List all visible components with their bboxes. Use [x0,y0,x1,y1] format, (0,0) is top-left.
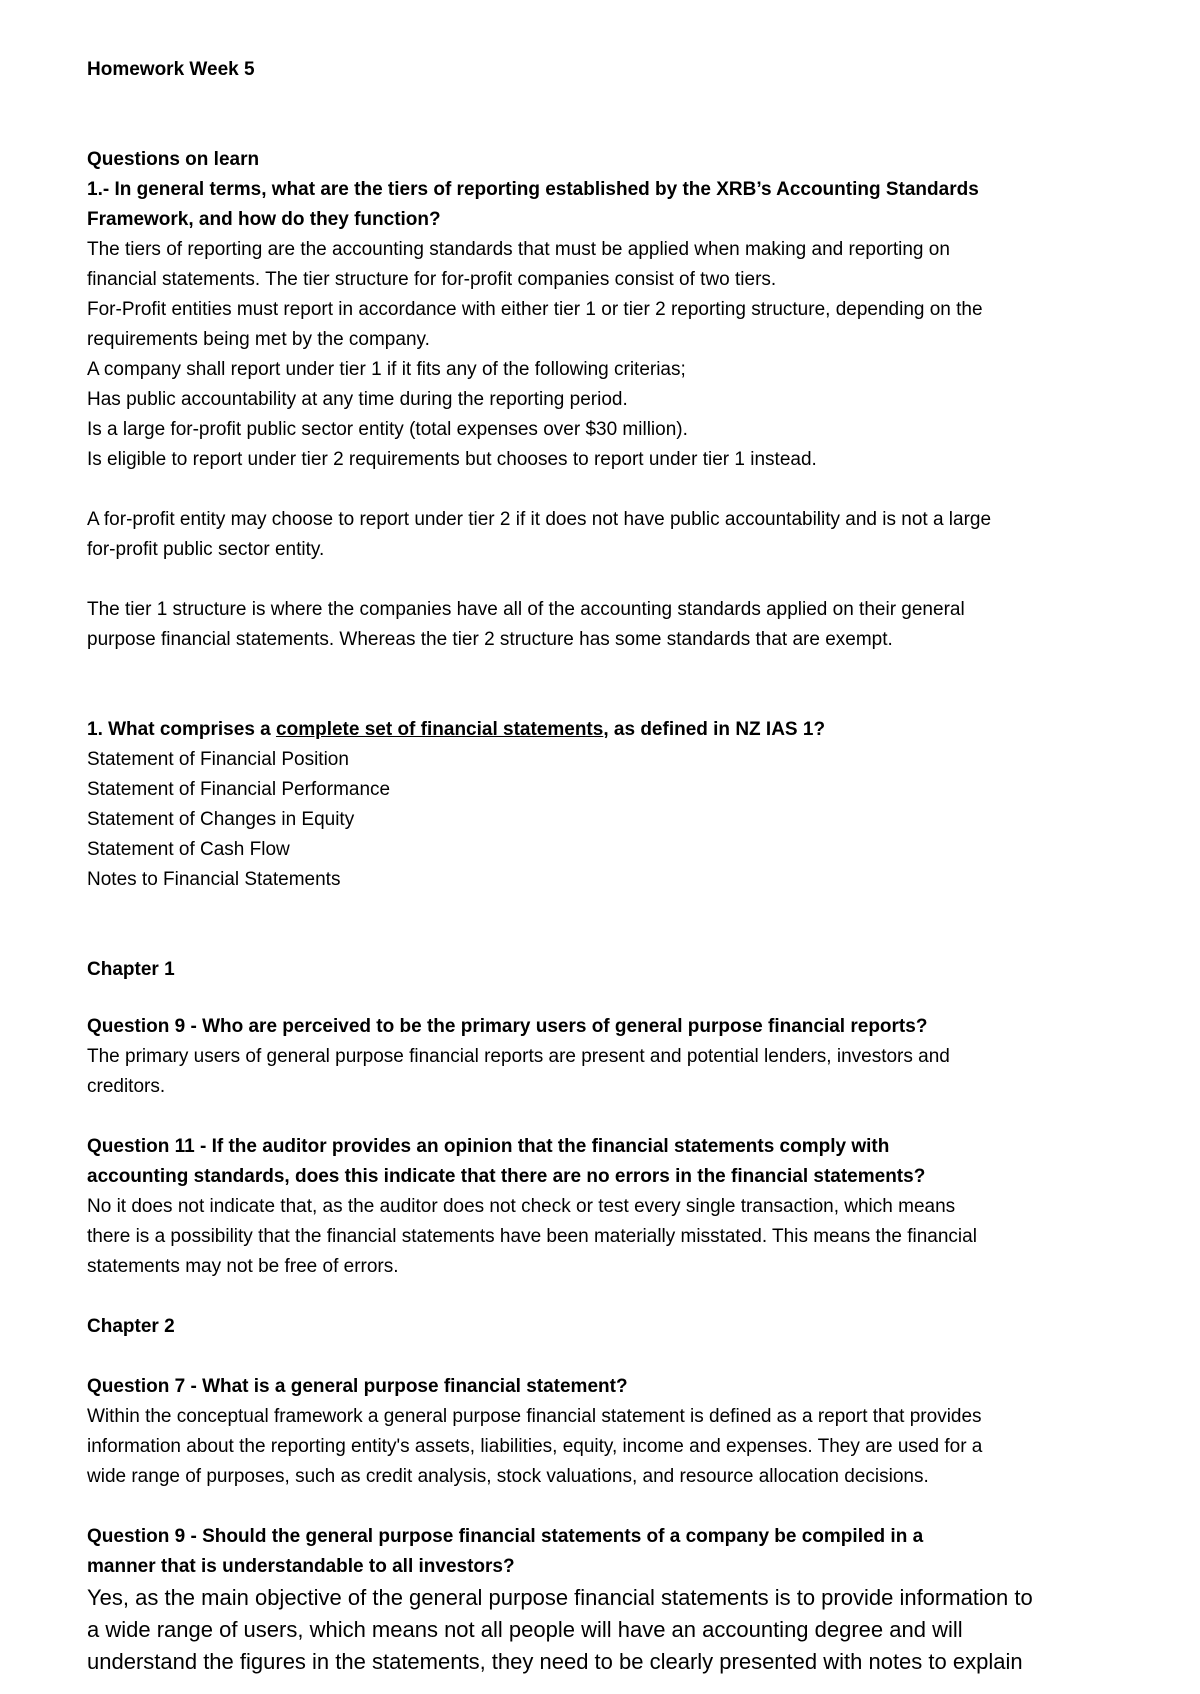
spacer [87,1102,1167,1132]
answer-text: for-profit public sector entity. [87,539,325,560]
question-text: Question 9 - Who are perceived to be the primary users of general purpose financial reports? [87,1016,928,1037]
question-text: Question 9 - Should the general purpose financial statements of a company be compiled in a [87,1526,924,1547]
underlined-term: complete set of financial statements [276,719,604,740]
answer-text: creditors. [87,1076,166,1097]
document-page [87,55,1167,1678]
list-item: Statement of Cash Flow [87,839,290,860]
answer-text: Within the conceptual framework a general purpose financial statement is defined as a report that provides [87,1406,982,1427]
question-suffix: , as defined in NZ IAS 1? [603,719,826,740]
answer-text: information about the reporting entity's assets, liabilities, equity, income and expenses. They are used for a [87,1436,983,1457]
answer-text: there is a possibility that the financial statements have been materially misstated. This means the financial [87,1226,977,1247]
answer-text: For-Profit entities must report in accordance with either tier 1 or tier 2 reporting structure, depending on the [87,299,983,320]
chapter-heading: Chapter 2 [87,1316,175,1337]
answer-text: A company shall report under tier 1 if it fits any of the following criterias; [87,359,686,380]
answer-text: Is eligible to report under tier 2 requirements but chooses to report under tier 1 instead. [87,449,817,470]
spacer [87,655,1167,715]
spacer [87,895,1167,955]
spacer [87,1342,1167,1372]
answer-text: The primary users of general purpose financial reports are present and potential lenders, investors and [87,1046,950,1067]
spacer [87,1492,1167,1522]
answer-text: Yes, as the main objective of the general purpose financial statements is to provide information to [87,1585,1033,1610]
answer-text: statements may not be free of errors. [87,1256,399,1277]
spacer [87,985,1167,1012]
question-text: Framework, and how do they function? [87,209,441,230]
list-item: Statement of Changes in Equity [87,809,355,830]
learn-heading: Questions on learn [87,149,260,170]
list-item: Statement of Financial Position [87,749,349,770]
answer-text: understand the figures in the statements, they need to be clearly presented with notes to explain [87,1649,1023,1674]
answer-text: a wide range of users, which means not all people will have an accounting degree and will [87,1617,963,1642]
answer-text: purpose financial statements. Whereas the tier 2 structure has some standards that are exempt. [87,629,893,650]
question-prefix: 1. What comprises a [87,719,277,740]
answer-text: wide range of purposes, such as credit analysis, stock valuations, and resource allocation decisions. [87,1466,929,1487]
document-title: Homework Week 5 [87,59,255,80]
answer-text: The tiers of reporting are the accounting standards that must be applied when making and reporting on [87,239,950,260]
answer-text: No it does not indicate that, as the auditor does not check or test every single transaction, which means [87,1196,956,1217]
answer-text: A for-profit entity may choose to report under tier 2 if it does not have public accountability and is not a large [87,509,992,530]
answer-text: Is a large for-profit public sector entity (total expenses over $30 million). [87,419,688,440]
question-text: manner that is understandable to all investors? [87,1556,515,1577]
question-text: Question 11 - If the auditor provides an opinion that the financial statements comply with [87,1136,890,1157]
answer-text: Has public accountability at any time during the reporting period. [87,389,628,410]
question-text: Question 7 - What is a general purpose financial statement? [87,1376,628,1397]
list-item: Notes to Financial Statements [87,869,341,890]
answer-text: The tier 1 structure is where the companies have all of the accounting standards applied on their general [87,599,965,620]
list-item: Statement of Financial Performance [87,779,391,800]
question-text: 1.- In general terms, what are the tiers of reporting established by the XRB’s Accounting Standards [87,179,979,200]
spacer [87,565,1167,595]
chapter-heading: Chapter 1 [87,959,175,980]
spacer [87,475,1167,505]
answer-text: requirements being met by the company. [87,329,430,350]
question-text [87,715,1167,745]
answer-text: financial statements. The tier structure for for-profit companies consist of two tiers. [87,269,777,290]
spacer [87,1282,1167,1312]
question-text: accounting standards, does this indicate that there are no errors in the financial statements? [87,1166,926,1187]
spacer [87,85,1167,145]
